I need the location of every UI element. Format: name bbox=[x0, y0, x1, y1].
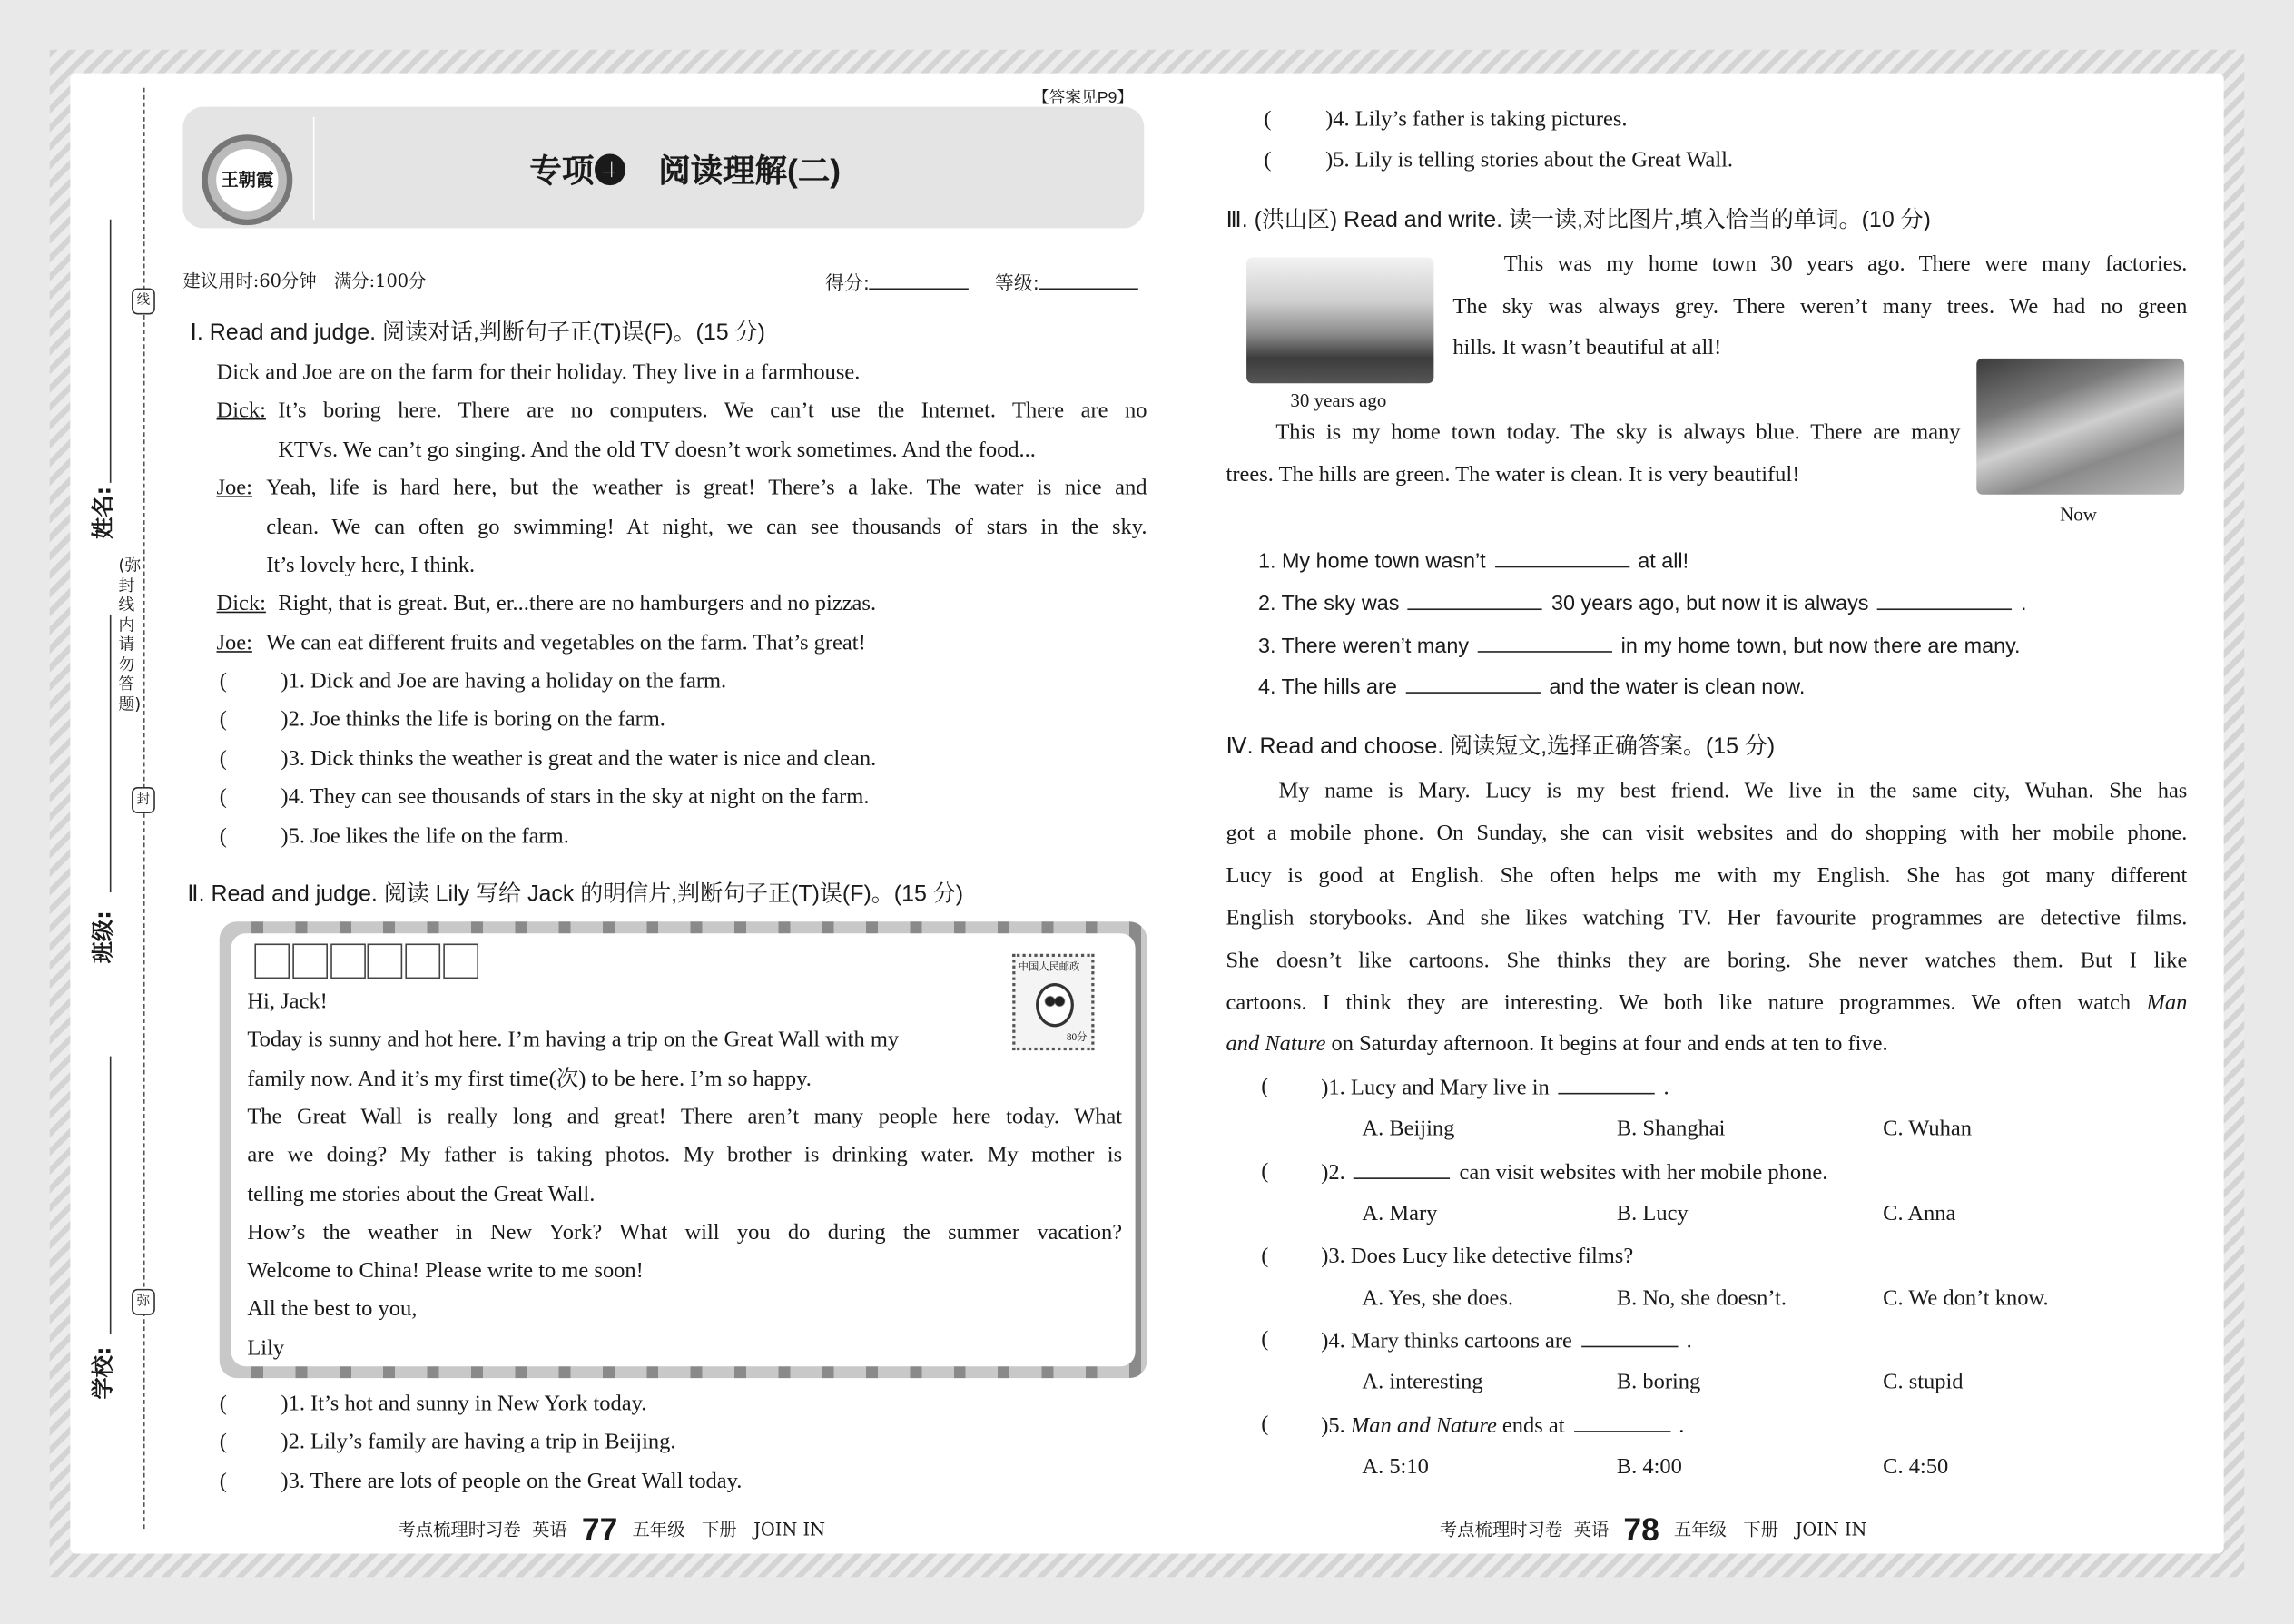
page-number: 77 bbox=[581, 1511, 618, 1549]
footer-term: 下册 bbox=[1743, 1519, 1779, 1540]
publisher-logo: 王朝霞 bbox=[202, 134, 292, 225]
answer-bracket[interactable]: ( bbox=[219, 745, 227, 771]
passage-line: She doesn’t like cartoons. She thinks they are boring. She never watches them. But I like bbox=[1226, 947, 2188, 973]
page-title: 专项❹ 阅读理解(二) bbox=[529, 152, 842, 189]
landscape-photo bbox=[1976, 359, 2184, 495]
postcard-line: are we doing? My father is taking photos. My brother is drinking water. My mother is bbox=[247, 1142, 1123, 1168]
footer-book: 考点梳理时习卷 bbox=[1439, 1519, 1563, 1540]
postcode-box[interactable] bbox=[254, 943, 290, 979]
factory-photo bbox=[1246, 258, 1433, 384]
footer-subject: 英语 bbox=[1573, 1519, 1610, 1540]
question-stem: )5. Man and Nature ends at . bbox=[1321, 1411, 1684, 1442]
postcode-box[interactable] bbox=[292, 943, 328, 979]
speaker-label: Dick: bbox=[216, 591, 266, 617]
stamp-value: 80分 bbox=[1066, 1031, 1088, 1044]
question-item: )1. It’s hot and sunny in New York today. bbox=[281, 1391, 647, 1417]
section2-heading: Ⅱ. Read and judge. 阅读 Lily 写给 Jack 的明信片,判断句子正(T)误(F)。(15 分) bbox=[187, 881, 964, 908]
postcode-box[interactable] bbox=[368, 943, 403, 979]
fill-question: 2. The sky was 30 years ago, but now it is always . bbox=[1258, 588, 2027, 619]
answer-option[interactable]: A. Mary bbox=[1362, 1200, 1438, 1226]
answer-bracket[interactable]: ( bbox=[219, 1391, 227, 1417]
answer-option[interactable]: A. 5:10 bbox=[1362, 1454, 1429, 1480]
class-label: 班级: bbox=[90, 910, 117, 964]
footer-right bbox=[1440, 1511, 1867, 1550]
postcard-line: telling me stories about the Great Wall. bbox=[247, 1181, 596, 1206]
answer-option[interactable]: C. Anna bbox=[1883, 1200, 1956, 1226]
passage-line: hills. It wasn’t beautiful at all! bbox=[1452, 335, 1722, 361]
speaker-label: Joe: bbox=[216, 476, 252, 501]
passage-line: got a mobile phone. On Sunday, she can visit websites and do shopping with her mobile phone. bbox=[1226, 820, 2188, 846]
postcard-line: Lily bbox=[247, 1334, 285, 1361]
answer-blank[interactable] bbox=[1573, 1411, 1669, 1432]
answer-blank[interactable] bbox=[1354, 1156, 1450, 1178]
question-item: )4. Lily’s father is taking pictures. bbox=[1325, 106, 1628, 133]
passage-line: Lucy is good at English. She often helps me with my English. She has got many different bbox=[1226, 862, 2188, 888]
answer-blank[interactable] bbox=[1494, 546, 1629, 567]
class-field-line[interactable] bbox=[110, 615, 112, 892]
dialogue-line: clean. We can often go swimming! At night, we can see thousands of stars in the sky. bbox=[266, 514, 1147, 540]
answer-blank[interactable] bbox=[1558, 1072, 1654, 1094]
dialogue-line: Right, that is great. But, er...there are no hamburgers and no pizzas. bbox=[278, 591, 877, 617]
answer-bracket[interactable]: ( bbox=[1261, 1243, 1269, 1268]
answer-option[interactable]: A. interesting bbox=[1362, 1370, 1483, 1395]
dialogue-line: It’s lovely here, I think. bbox=[266, 553, 476, 578]
footer-term: 下册 bbox=[701, 1519, 737, 1540]
stamp-text: 中国人民邮政 bbox=[1018, 960, 1080, 973]
answer-option[interactable]: A. Yes, she does. bbox=[1362, 1284, 1513, 1311]
answer-blank[interactable] bbox=[1478, 630, 1612, 652]
question-stem: )1. Lucy and Mary live in . bbox=[1321, 1072, 1669, 1103]
answer-bracket[interactable]: ( bbox=[219, 1468, 227, 1494]
answer-bracket[interactable]: ( bbox=[1261, 1158, 1269, 1184]
passage-line: The sky was always grey. There weren’t many trees. We had no green bbox=[1452, 293, 2188, 319]
footer-book: 考点梳理时习卷 bbox=[398, 1519, 521, 1540]
answer-bracket[interactable]: ( bbox=[219, 1430, 227, 1455]
answer-option[interactable]: B. No, she doesn’t. bbox=[1616, 1284, 1787, 1311]
passage-line: cartoons. I think they are interesting. We both like nature programmes. We often watch Man bbox=[1226, 989, 2188, 1015]
passage-line: This is my home town today. The sky is always blue. There are many bbox=[1275, 419, 1961, 445]
answer-bracket[interactable]: ( bbox=[219, 822, 227, 849]
section3-heading: Ⅲ. (洪山区) Read and write. 读一读,对比图片,填入恰当的单词。(10 分) bbox=[1226, 207, 1931, 233]
score-field[interactable] bbox=[825, 268, 970, 296]
question-item: )2. Lily’s family are having a trip in Beijing. bbox=[281, 1430, 676, 1455]
grade-label: 等级: bbox=[994, 273, 1039, 296]
answer-option[interactable]: B. 4:00 bbox=[1616, 1454, 1682, 1480]
footer-grade: 五年级 bbox=[1673, 1519, 1727, 1540]
question-stem: )3. Does Lucy like detective films? bbox=[1321, 1243, 1634, 1268]
answer-bracket[interactable]: ( bbox=[219, 784, 227, 810]
answer-bracket[interactable]: ( bbox=[219, 668, 227, 694]
question-item: )3. There are lots of people on the Great Wall today. bbox=[281, 1468, 743, 1494]
answer-reference: 【答案见P9】 bbox=[1032, 89, 1134, 107]
photo-caption-past: 30 years ago bbox=[1290, 389, 1387, 411]
answer-option[interactable]: C. stupid bbox=[1883, 1370, 1964, 1395]
postcode-box[interactable] bbox=[330, 943, 366, 979]
name-field-line[interactable] bbox=[110, 220, 112, 483]
passage-line: My name is Mary. Lucy is my best friend. We live in the same city, Wuhan. She has bbox=[1278, 778, 2188, 803]
postcard-line: Welcome to China! Please write to me soon! bbox=[247, 1258, 644, 1284]
name-label: 姓名: bbox=[90, 486, 117, 539]
grade-field[interactable] bbox=[995, 268, 1139, 296]
fill-question: 4. The hills are and the water is clean now. bbox=[1258, 672, 1805, 703]
school-label: 学校: bbox=[90, 1346, 117, 1400]
postcard-line: All the best to you, bbox=[247, 1296, 418, 1322]
answer-option[interactable]: C. We don’t know. bbox=[1883, 1284, 2049, 1311]
speaker-label: Dick: bbox=[216, 398, 266, 424]
answer-option[interactable]: B. Shanghai bbox=[1616, 1116, 1726, 1142]
section1-heading: Ⅰ. Read and judge. 阅读对话,判断句子正(T)误(F)。(15 分) bbox=[190, 320, 765, 346]
postcode-box[interactable] bbox=[406, 943, 441, 979]
answer-bracket[interactable]: ( bbox=[219, 707, 227, 733]
question-item: )5. Joe likes the life on the farm. bbox=[281, 822, 569, 849]
postcard-line: Today is sunny and hot here. I’m having a trip on the Great Wall with my bbox=[247, 1027, 900, 1053]
answer-blank[interactable] bbox=[1405, 672, 1540, 694]
answer-bracket[interactable]: ( bbox=[1261, 1327, 1269, 1353]
answer-bracket[interactable]: ( bbox=[1264, 106, 1272, 133]
passage-line: and Nature on Saturday afternoon. It begins at four and ends at ten to five. bbox=[1226, 1031, 1888, 1058]
dialogue-line: We can eat different fruits and vegetables on the farm. That’s great! bbox=[266, 630, 866, 655]
seal-mark-mi: 弥 bbox=[132, 1289, 155, 1315]
passage-intro: Dick and Joe are on the farm for their holiday. They live in a farmhouse. bbox=[216, 359, 861, 385]
banner-divider bbox=[313, 117, 315, 220]
question-stem: )4. Mary thinks cartoons are . bbox=[1321, 1326, 1691, 1357]
footer-grade: 五年级 bbox=[632, 1519, 685, 1540]
postcard-line: How’s the weather in New York? What will you do during the summer vacation? bbox=[247, 1219, 1123, 1245]
panda-stamp bbox=[1012, 954, 1094, 1050]
question-stem: )2. can visit websites with her mobile phone. bbox=[1321, 1156, 1827, 1187]
seal-notice: (弥封线内请勿答题) bbox=[118, 556, 142, 714]
postcard-line: The Great Wall is really long and great! There aren’t many people here today. What bbox=[247, 1104, 1123, 1129]
answer-bracket[interactable]: ( bbox=[1264, 146, 1272, 172]
footer-edition: JOIN IN bbox=[1795, 1519, 1867, 1540]
dialogue-line: It’s boring here. There are no computers. We can’t use the Internet. There are no bbox=[278, 398, 1147, 424]
fill-question: 1. My home town wasn’t at all! bbox=[1258, 546, 1689, 576]
dialogue-line: Yeah, life is hard here, but the weather is great! There’s a lake. The water is nice and bbox=[266, 476, 1147, 501]
passage-line: English storybooks. And she likes watching TV. Her favourite programmes are detective films. bbox=[1226, 905, 2188, 930]
answer-option[interactable]: C. Wuhan bbox=[1883, 1116, 1972, 1142]
answer-option[interactable]: C. 4:50 bbox=[1883, 1454, 1949, 1480]
postcode-box[interactable] bbox=[443, 943, 478, 979]
dialogue-line: KTVs. We can’t go singing. And the old TV doesn’t work sometimes. And the food... bbox=[278, 437, 1036, 462]
photo-caption-now: Now bbox=[2060, 503, 2097, 526]
answer-blank[interactable] bbox=[1581, 1326, 1678, 1348]
section4-heading: Ⅳ. Read and choose. 阅读短文,选择正确答案。(15 分) bbox=[1226, 734, 1776, 760]
page-number: 78 bbox=[1623, 1511, 1659, 1549]
seal-mark-feng: 封 bbox=[132, 787, 155, 813]
footer-left bbox=[398, 1511, 825, 1550]
footer-edition: JOIN IN bbox=[753, 1519, 826, 1540]
passage-line: This was my home town 30 years ago. There were many factories. bbox=[1503, 251, 2188, 277]
answer-option[interactable]: B. Lucy bbox=[1616, 1200, 1689, 1226]
panda-icon bbox=[1036, 983, 1074, 1027]
school-field-line[interactable] bbox=[110, 1057, 112, 1334]
seal-mark-xian: 线 bbox=[132, 288, 155, 314]
answer-option[interactable]: A. Beijing bbox=[1362, 1116, 1455, 1142]
answer-blank[interactable] bbox=[1408, 588, 1542, 610]
fill-question: 3. There weren’t many in my home town, but now there are many. bbox=[1258, 630, 2021, 661]
answer-bracket[interactable]: ( bbox=[1261, 1412, 1269, 1437]
footer-subject: 英语 bbox=[532, 1519, 567, 1540]
question-item: )4. They can see thousands of stars in the sky at night on the farm. bbox=[281, 784, 870, 810]
question-item: )3. Dick thinks the weather is great and the water is nice and clean. bbox=[281, 745, 877, 771]
speaker-label: Joe: bbox=[216, 630, 252, 655]
question-item: )5. Lily is telling stories about the Great Wall. bbox=[1325, 146, 1734, 172]
postcard-line: family now. And it’s my first time(次) to be here. I’m so happy. bbox=[247, 1066, 812, 1091]
question-item: )2. Joe thinks the life is boring on the farm. bbox=[281, 707, 665, 733]
time-and-score-info: 建议用时:60分钟 满分:100分 bbox=[182, 271, 427, 291]
answer-bracket[interactable]: ( bbox=[1261, 1073, 1269, 1099]
score-label: 得分: bbox=[824, 273, 870, 296]
passage-line: trees. The hills are green. The water is clean. It is very beautiful! bbox=[1226, 462, 1800, 487]
answer-option[interactable]: B. boring bbox=[1616, 1370, 1701, 1395]
question-item: )1. Dick and Joe are having a holiday on the farm. bbox=[281, 668, 727, 694]
postcard-line: Hi, Jack! bbox=[247, 989, 328, 1014]
answer-blank[interactable] bbox=[1877, 588, 2012, 610]
